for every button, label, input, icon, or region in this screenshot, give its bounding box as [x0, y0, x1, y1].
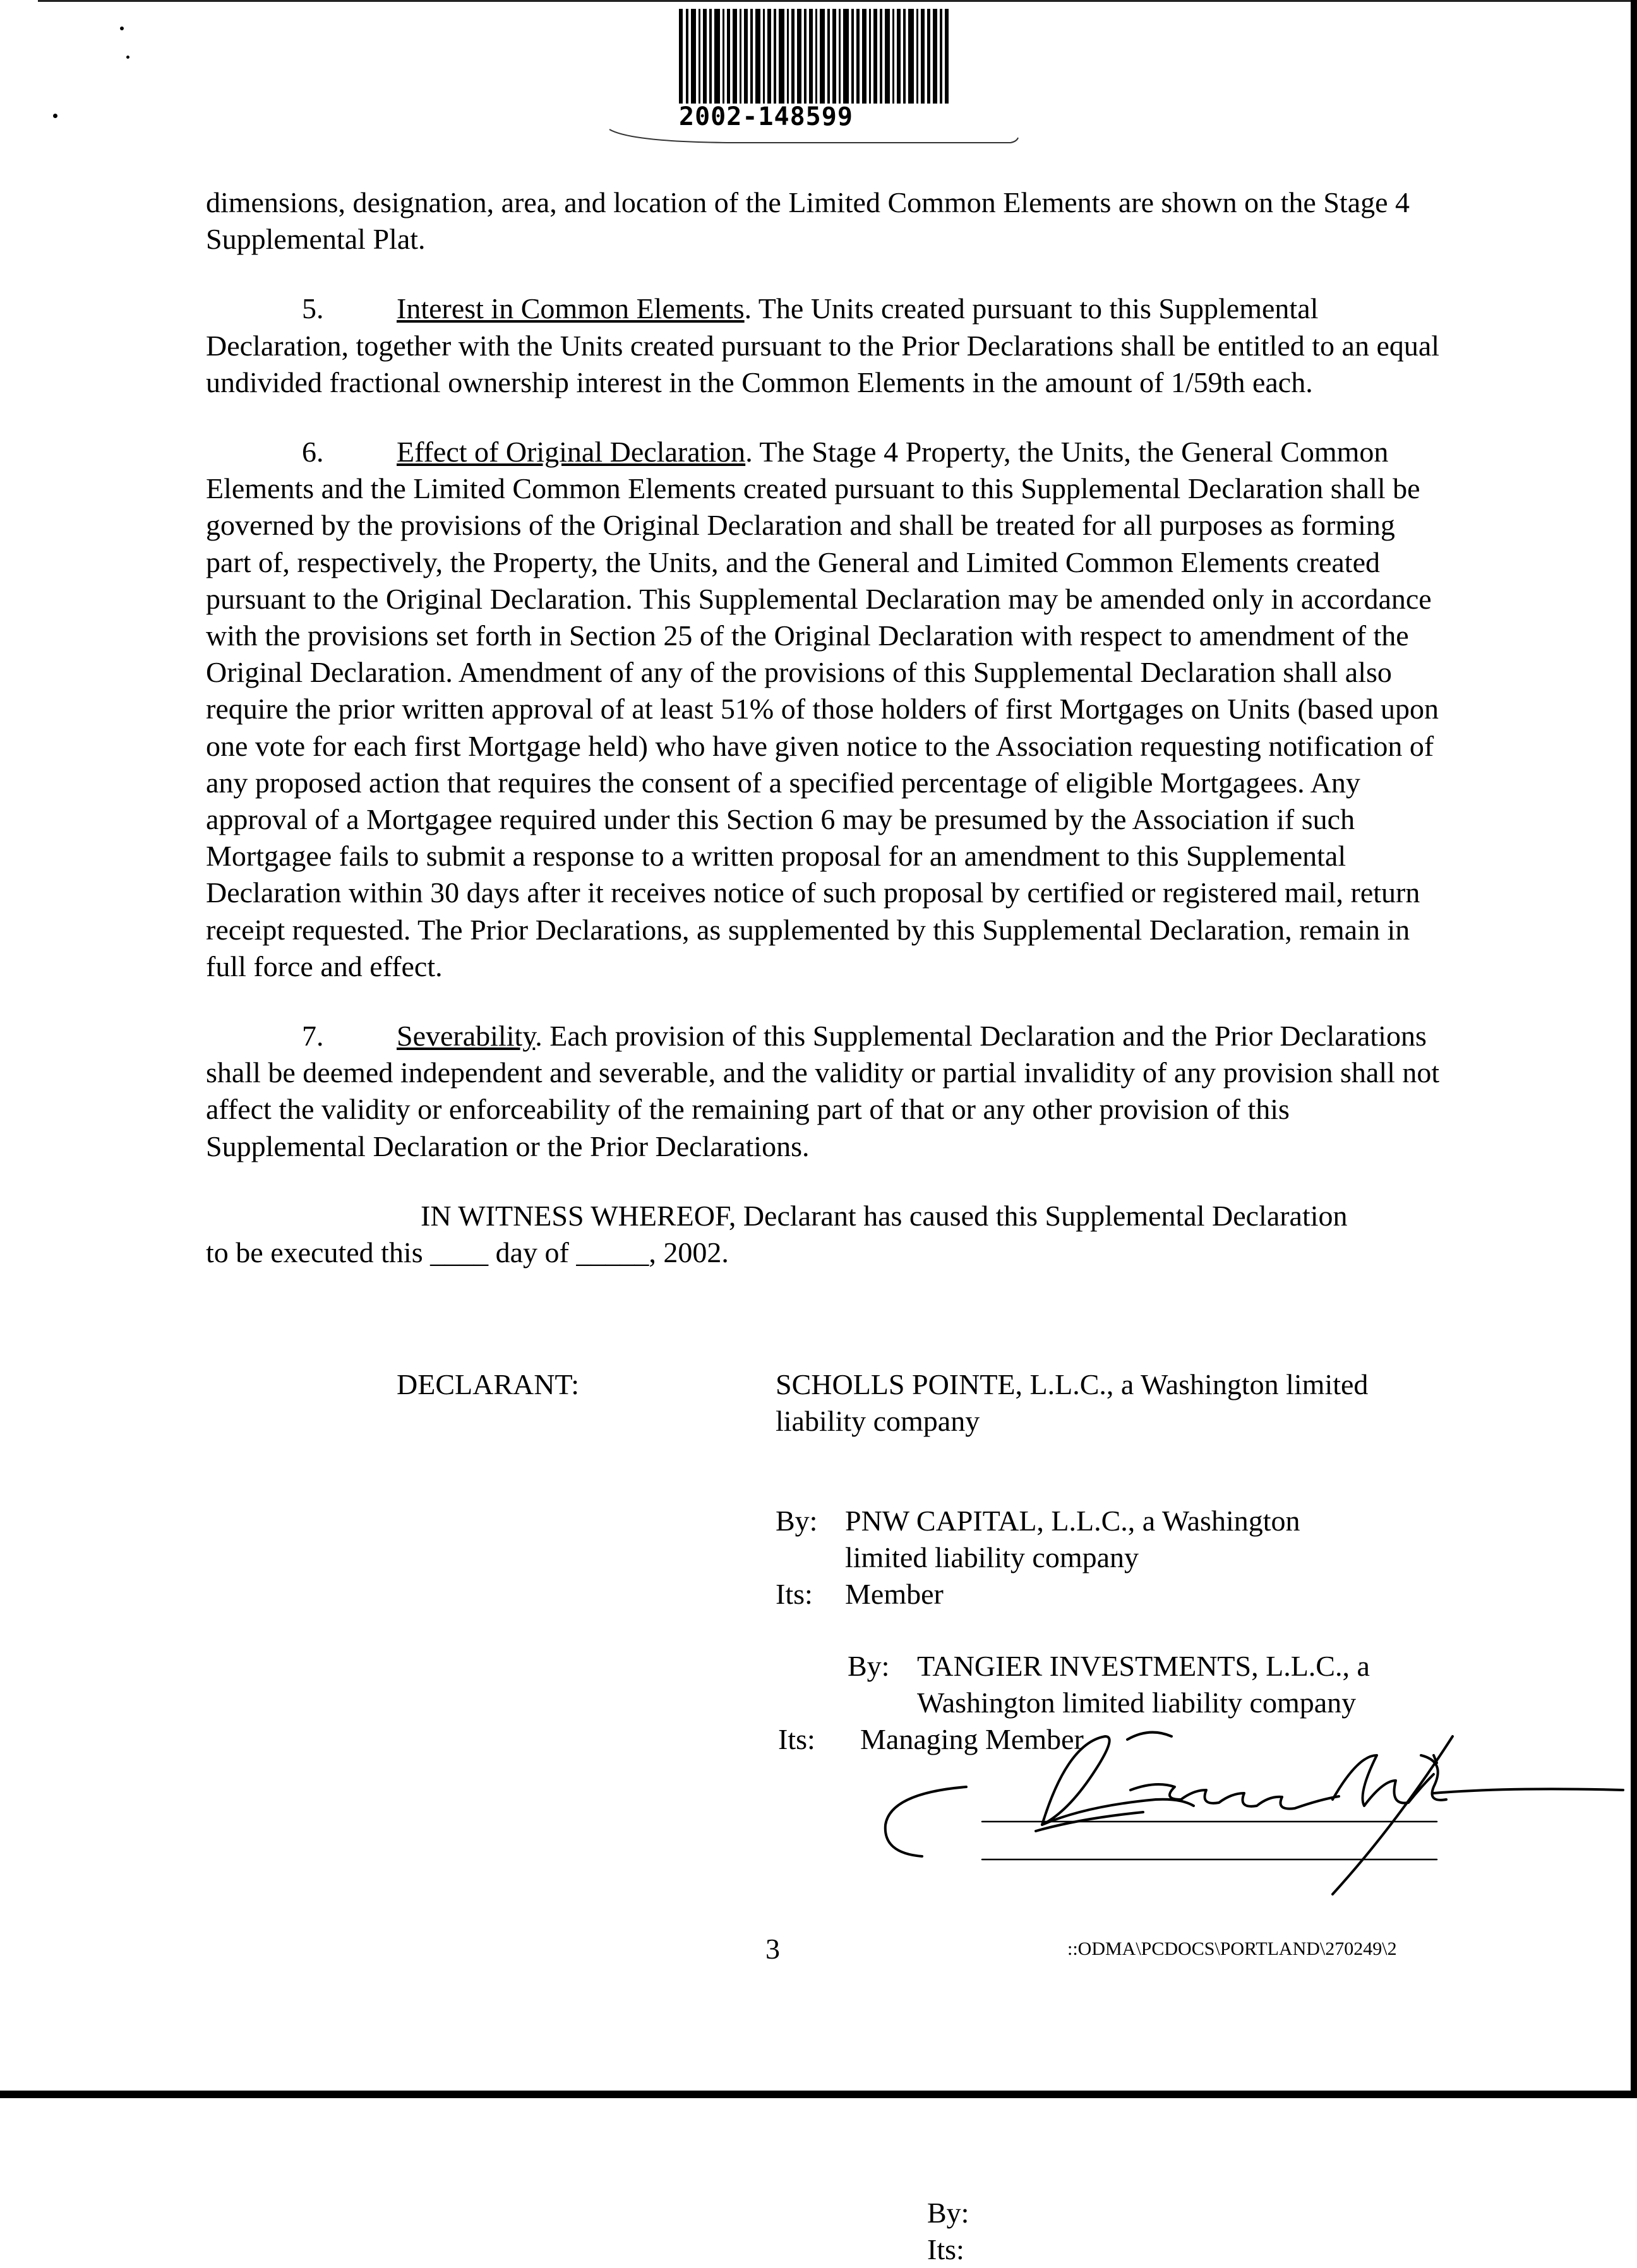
- by-value: PNW CAPITAL, L.L.C., a Washington limited liability company: [845, 1505, 1300, 1574]
- section-text: . The Units created pursuant to this Supplemental Declaration, together with the Units created pursuant to the Prior Declarations shall be entitled to an equal undivided fractional ownership interest in the Common Elements in the amount of 1/59th each.: [206, 292, 1440, 398]
- section-heading: Interest in Common Elements: [397, 292, 745, 325]
- section-text: . Each provision of this Supplemental Declaration and the Prior Declarations shall be deemed independent and severable, and the validity or partial invalidity of any provision shall not affect the validity or enforceability of the remaining part of that or any other provision of this Supplemental Declaration or the Prior Declarations.: [206, 1020, 1440, 1162]
- document-path: ::ODMA\PCDOCS\PORTLAND\270249\2: [1067, 1938, 1397, 1959]
- its-value: Managing Member: [860, 1723, 1084, 1756]
- document-body: [206, 184, 1444, 1271]
- handwritten-signature-icon: [878, 1730, 1636, 1932]
- declarant-company: SCHOLLS POINTE, L.L.C., a Washington limited liability company: [776, 1368, 1369, 1438]
- section-number: 7.: [302, 1020, 324, 1053]
- scan-speck: [120, 27, 124, 30]
- scan-speck: [126, 56, 129, 59]
- witness-clause: [206, 1198, 1444, 1271]
- declarant-label: DECLARANT:: [397, 1368, 580, 1400]
- by-label: By:: [848, 1650, 890, 1682]
- intro-paragraph: dimensions, designation, area, and location of the Limited Common Elements are shown on the Stage 4 Supplemental Plat.: [206, 186, 1410, 256]
- section-5: [206, 290, 1444, 401]
- its-label: Its:: [776, 1578, 813, 1611]
- signature-its-label: Its:: [927, 2233, 964, 2265]
- page-number: 3: [765, 1933, 780, 1965]
- signature-by-label: By:: [927, 2197, 969, 2229]
- scan-edge-top: [38, 0, 1637, 2]
- section-heading: Severability: [397, 1020, 536, 1053]
- signatory-1: [776, 1503, 1470, 1613]
- section-6: [206, 434, 1444, 985]
- its-label: Its:: [778, 1723, 815, 1756]
- scan-speck: [53, 114, 57, 118]
- section-number: 6.: [302, 436, 324, 469]
- barcode-bars-icon: [679, 9, 963, 104]
- witness-line-2: to be executed this ____ day of _____, 2002.: [206, 1236, 729, 1269]
- section-heading: Effect of Original Declaration: [397, 436, 746, 469]
- barcode-underline-icon: [606, 120, 1023, 152]
- scan-edge-bottom: [0, 2091, 1637, 2098]
- by-value: TANGIER INVESTMENTS, L.L.C., a Washington limited liability company: [917, 1650, 1370, 1719]
- section-number: 5.: [302, 292, 324, 325]
- section-7: [206, 1018, 1444, 1165]
- barcode-number: 2002-148599: [679, 102, 853, 131]
- section-text: . The Stage 4 Property, the Units, the General Common Elements and the Limited Common Elements created pursuant to this Supplemental Declaration shall be governed by the provisions of the Original Declaration and shall be treated for all purposes as forming part of, respectively, the Property, the Units, and the General and Limited Common Elements created pursuant to the Original Declaration. This Supplemental Declaration may be amended only in accordance with the provisions set forth in Section 25 of the Original Declaration with respect to amendment of the Original Declaration. Amendment of any of the provisions of this Supplemental Declaration shall also require the prior written approval of at least 51% of those holders of first Mortgages on Units (based upon one vote for each first Mortgage held) who have given notice to the Association requesting notification of any proposed action that requires the consent of a specified percentage of eligible Mortgagees. Any approval of a Mortgagee required under this Section 6 may be presumed by the Association if such Mortgagee fails to submit a response to a written proposal for an amendment to this Supplemental Declaration within 30 days after it receives notice of such proposal by certified or registered mail, return receipt requested. The Prior Declarations, as supplemented by this Supplemental Declaration, remain in full force and effect.: [206, 436, 1439, 982]
- its-value: Member: [845, 1578, 944, 1611]
- witness-line-1: IN WITNESS WHEREOF, Declarant has caused this Supplemental Declaration: [421, 1199, 1348, 1232]
- by-label: By:: [776, 1505, 818, 1537]
